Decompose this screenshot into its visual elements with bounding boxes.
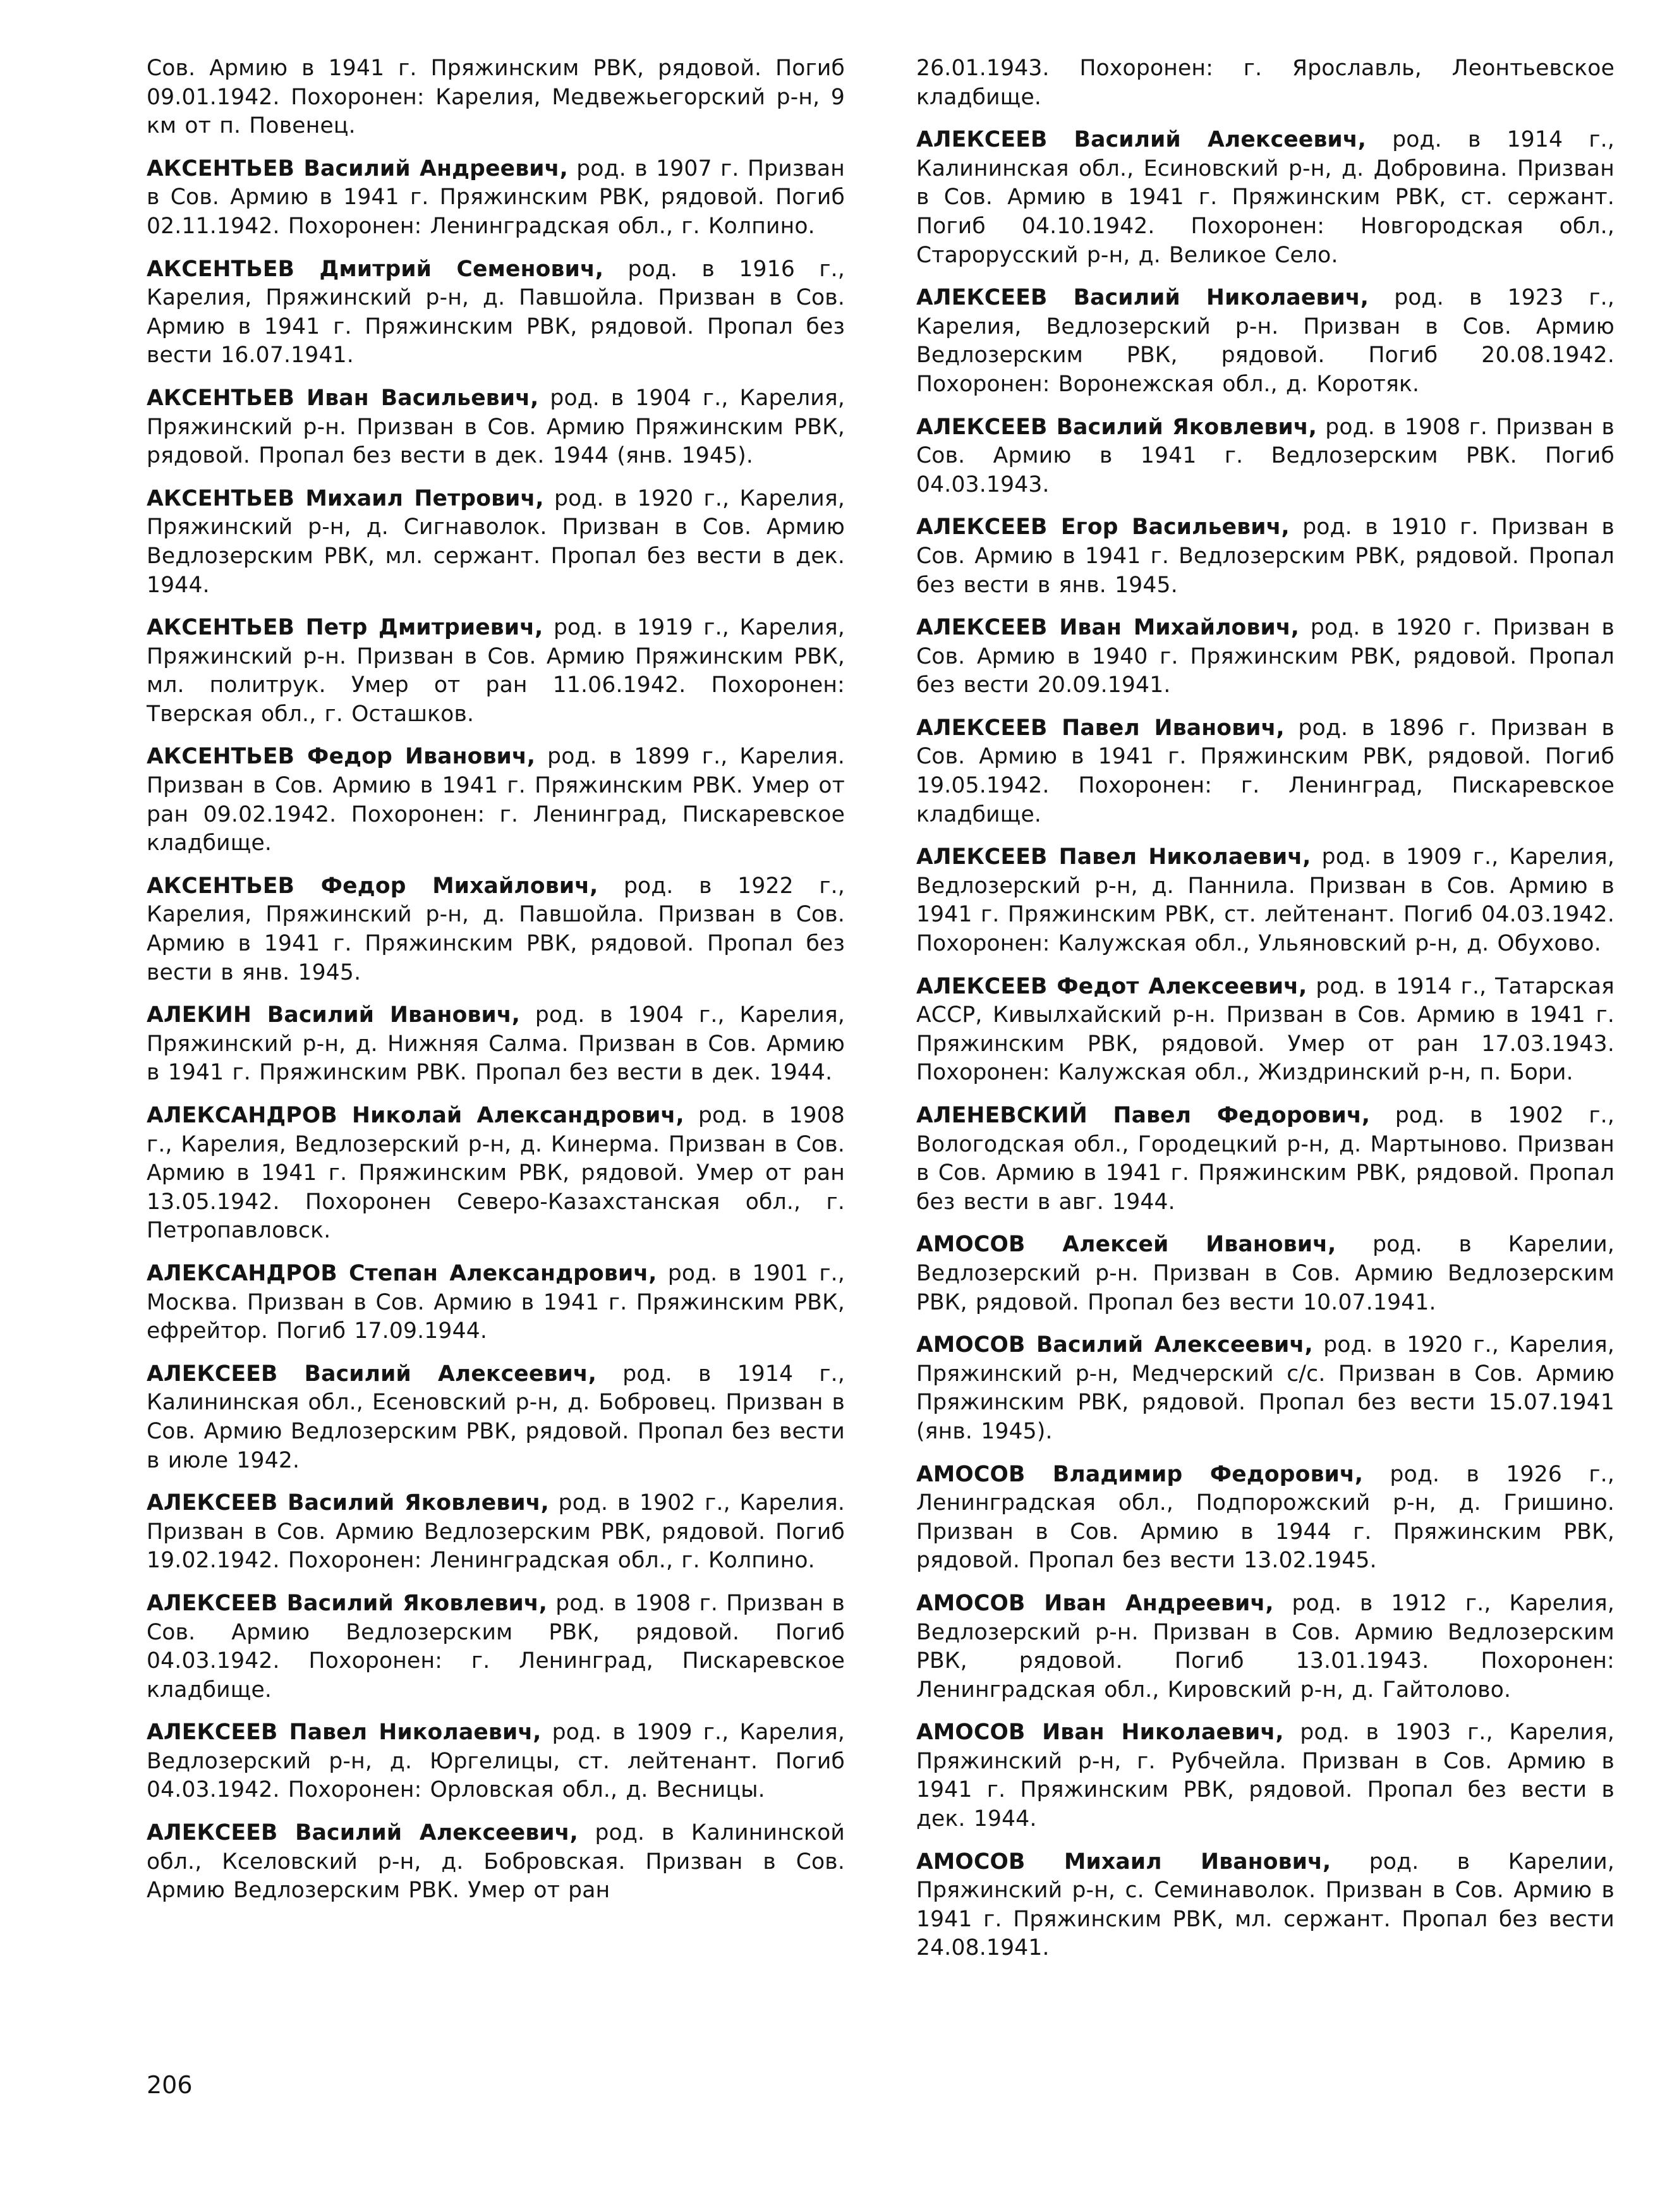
entry-text: род. в 1920 г., Карелия, Пряжинский р-н, Медчерский с/с. Призван в Сов. Армию Пряжинским РВК, рядовой. Пропал без вести 15.07.1941 (янв. 1945).	[916, 1332, 1615, 1444]
entry	[916, 1231, 1615, 1317]
page-number: 206	[147, 2071, 193, 2099]
entry	[916, 1848, 1615, 1963]
right-column	[916, 54, 1615, 1977]
entry	[147, 384, 845, 471]
entry-text: род. в 1907 г. Призван в Сов. Армию в 1941 г. Пряжинским РВК, рядовой. Погиб 02.11.1942. Похоронен: Ленинградская обл., г. Колпино.	[147, 155, 845, 239]
left-column	[147, 54, 845, 1919]
entry-name: АМОСОВ Василий Алексеевич,	[916, 1332, 1313, 1358]
entry-name: АМОСОВ Алексей Иванович,	[916, 1232, 1336, 1258]
entry-name: АКСЕНТЬЕВ Василий Андреевич,	[147, 155, 568, 181]
entry-text: род. в 1909 г., Карелия, Ведлозерский р-н, д. Паннила. Призван в Сов. Армию в 1941 г. Пряжинским РВК, ст. лейтенант. Погиб 04.03.1942. Похоронен: Калужская обл., Ульяновский р-н, д. Обухово.	[916, 844, 1615, 957]
entry	[147, 614, 845, 729]
entry-text: род. в Калининской обл., Кселовский р-н, д. Бобровская. Призван в Сов. Армию Ведлозерским РВК. Умер от ран	[147, 1820, 845, 1904]
entry-text: род. в 1914 г., Татарская АССР, Кивылхайский р-н. Призван в Сов. Армию в 1941 г. Пряжинским РВК, рядовой. Умер от ран 17.03.1943. Похоронен: Калужская обл., Жиздринский р-н, п. Бори.	[916, 973, 1615, 1086]
entry-text: род. в 1904 г., Карелия, Пряжинский р-н, д. Нижняя Салма. Призван в Сов. Армию в 1941 г. Пряжинским РВК. Пропал без вести в дек. 1944.	[147, 1002, 845, 1086]
entry-name: АЛЕКСАНДРОВ Степан Александрович,	[147, 1260, 657, 1286]
entry-text: род. в 1914 г., Калининская обл., Есеновский р-н, д. Бобровец. Призван в Сов. Армию Ведлозерским РВК, рядовой. Пропал без вести в июле 1942.	[147, 1361, 845, 1473]
entry-text: род. в 1919 г., Карелия, Пряжинский р-н. Призван в Сов. Армию Пряжинским РВК, мл. политрук. Умер от ран 11.06.1942. Похоронен: Тверская обл., г. Осташков.	[147, 615, 845, 727]
entry-text: род. в 1914 г., Калининская обл., Есиновский р-н, д. Добровина. Призван в Сов. Армию в 1941 г. Пряжинским РВК, ст. сержант. Погиб 04.10.1942. Похоронен: Новгородская обл., Старорусский р-н, д. Великое Село.	[916, 127, 1615, 268]
entry-name: АКСЕНТЬЕВ Федор Михайлович,	[147, 873, 598, 899]
entry	[916, 843, 1615, 958]
entry-name: АКСЕНТЬЕВ Федор Иванович,	[147, 744, 536, 770]
entry-name: АМОСОВ Михаил Иванович,	[916, 1849, 1331, 1875]
entry-text: род. в 1922 г., Карелия, Пряжинский р-н, д. Павшойла. Призван в Сов. Армию в 1941 г. Пряжинским РВК, рядовой. Пропал без вести в янв. 1945.	[147, 873, 845, 985]
entry-name: АЛЕКСЕЕВ Василий Яковлевич,	[916, 414, 1318, 440]
entry-name: АКСЕНТЬЕВ Петр Дмитриевич,	[147, 615, 543, 641]
entry	[916, 513, 1615, 600]
entry-text: род. в 1903 г., Карелия, Пряжинский р-н, г. Рубчейла. Призван в Сов. Армию в 1941 г. Пряжинским РВК, рядовой. Пропал без вести в дек. 1944.	[916, 1720, 1615, 1832]
entry-text: род. в 1920 г., Карелия, Пряжинский р-н, д. Сигнаволок. Призван в Сов. Армию Ведлозерским РВК, мл. сержант. Пропал без вести в дек. 1944.	[147, 485, 845, 598]
entry-name: АЛЕКСЕЕВ Павел Николаевич,	[916, 844, 1311, 870]
entry-text: род. в 1926 г., Ленинградская обл., Подпорожский р-н, д. Гришино. Призван в Сов. Армию в 1944 г. Пряжинским РВК, рядовой. Пропал без вести 13.02.1945.	[916, 1461, 1615, 1574]
entry-name: АЛЕКСЕЕВ Василий Яковлевич,	[147, 1490, 549, 1516]
entry	[147, 872, 845, 987]
entry	[147, 1360, 845, 1475]
entry-text: род. в 1912 г., Карелия, Ведлозерский р-н. Призван в Сов. Армию Ведлозерским РВК, рядовой. Погиб 13.01.1943. Похоронен: Ленинградская обл., Кировский р-н, д. Гайтолово.	[916, 1590, 1615, 1703]
entry	[916, 126, 1615, 270]
entry	[147, 1819, 845, 1905]
entry-name: АМОСОВ Иван Андреевич,	[916, 1590, 1274, 1616]
entry-text: род. в 1923 г., Карелия, Ведлозерский р-н. Призван в Сов. Армию Ведлозерским РВК, рядовой. Погиб 20.08.1942. Похоронен: Воронежская обл., д. Коротяк.	[916, 285, 1615, 397]
entry-text: род. в 1896 г. Призван в Сов. Армию в 1941 г. Пряжинским РВК, рядовой. Погиб 19.05.1942. Похоронен: г. Ленинград, Пискаревское кладбище.	[916, 715, 1615, 827]
entry-text: род. в 1909 г., Карелия, Ведлозерский р-н, д. Юргелицы, ст. лейтенант. Погиб 04.03.1942. Похоронен: Орловская обл., д. Весницы.	[147, 1720, 845, 1803]
entry	[916, 284, 1615, 399]
entry-name: АКСЕНТЬЕВ Дмитрий Семенович,	[147, 256, 604, 282]
entry-text: 26.01.1943. Похоронен: г. Ярославль, Леонтьевское кладбище.	[916, 56, 1615, 110]
entry-text: род. в Карелии, Ведлозерский р-н. Призван в Сов. Армию Ведлозерским РВК, рядовой. Пропал без вести 10.07.1941.	[916, 1232, 1615, 1315]
entry	[916, 1331, 1615, 1446]
entry-name: АЛЕКСЕЕВ Василий Алексеевич,	[147, 1361, 597, 1387]
entry-name: АКСЕНТЬЕВ Михаил Петрович,	[147, 485, 544, 511]
entry-name: АЛЕКСАНДРОВ Николай Александрович,	[147, 1103, 684, 1128]
entry-name: АЛЕКСЕЕВ Василий Яковлевич,	[147, 1590, 548, 1616]
entry-text: род. в 1904 г., Карелия, Пряжинский р-н. Призван в Сов. Армию Пряжинским РВК, рядовой. Пропал без вести в дек. 1944 (янв. 1945).	[147, 385, 845, 469]
entry-name: АЛЕКСЕЕВ Павел Иванович,	[916, 715, 1285, 741]
entry-text: род. в 1908 г. Призван в Сов. Армию в 1941 г. Ведлозерским РВК. Погиб 04.03.1943.	[916, 414, 1615, 497]
entry	[916, 614, 1615, 700]
entry	[916, 1718, 1615, 1833]
entry	[147, 255, 845, 370]
entry	[916, 1589, 1615, 1705]
entry-text: род. в 1902 г., Вологодская обл., Городецкий р-н, д. Мартыново. Призван в Сов. Армию в 1941 г. Пряжинским РВК, рядовой. Пропал без вести в авг. 1944.	[916, 1103, 1615, 1215]
entry	[916, 1461, 1615, 1576]
entry	[916, 54, 1615, 112]
entry-text: род. в 1908 г., Карелия, Ведлозерский р-н, д. Кинерма. Призван в Сов. Армию в 1941 г. Пряжинским РВК, рядовой. Умер от ран 13.05.1942. Похоронен Северо-Казахстанская обл., г. Петропавловск.	[147, 1103, 845, 1244]
entry	[147, 54, 845, 141]
entry	[147, 155, 845, 241]
entry-text: род. в 1908 г. Призван в Сов. Армию Ведлозерским РВК, рядовой. Погиб 04.03.1942. Похоронен: г. Ленинград, Пискаревское кладбище.	[147, 1590, 845, 1703]
entry-text: род. в Карелии, Пряжинский р-н, с. Семинаволок. Призван в Сов. Армию в 1941 г. Пряжинским РВК, мл. сержант. Пропал без вести 24.08.1941.	[916, 1849, 1615, 1961]
entry	[147, 1718, 845, 1805]
entry	[916, 413, 1615, 500]
entry-text: род. в 1910 г. Призван в Сов. Армию в 1941 г. Ведлозерским РВК, рядовой. Пропал без вести в янв. 1945.	[916, 514, 1615, 598]
entry-name: АЛЕНЕВСКИЙ Павел Федорович,	[916, 1103, 1371, 1128]
entry	[147, 1102, 845, 1246]
entry	[147, 743, 845, 858]
entry-text: род. в 1920 г. Призван в Сов. Армию в 1940 г. Пряжинским РВК, рядовой. Пропал без вести 20.09.1941.	[916, 615, 1615, 698]
entry-name: АЛЕКСЕЕВ Василий Николаевич,	[916, 285, 1369, 311]
entry	[916, 973, 1615, 1088]
entry-name: АМОСОВ Иван Николаевич,	[916, 1720, 1284, 1746]
entry-name: АЛЕКСЕЕВ Егор Васильевич,	[916, 514, 1290, 540]
entry-name: АЛЕКСЕЕВ Василий Алексеевич,	[147, 1820, 578, 1846]
entry-name: АЛЕКИН Василий Иванович,	[147, 1002, 521, 1028]
entry	[147, 1260, 845, 1346]
entry-name: АЛЕКСЕЕВ Василий Алексеевич,	[916, 127, 1367, 153]
entry	[147, 1489, 845, 1576]
entry	[147, 485, 845, 600]
entry	[916, 1102, 1615, 1217]
entry	[916, 714, 1615, 829]
entry-name: АКСЕНТЬЕВ Иван Васильевич,	[147, 385, 539, 411]
entry-text: род. в 1901 г., Москва. Призван в Сов. Армию в 1941 г. Пряжинским РВК, ефрейтор. Погиб 17.09.1944.	[147, 1260, 845, 1344]
entry-name: АЛЕКСЕЕВ Федот Алексеевич,	[916, 973, 1307, 999]
entry-name: АМОСОВ Владимир Федорович,	[916, 1461, 1364, 1487]
entry-text: Сов. Армию в 1941 г. Пряжинским РВК, рядовой. Погиб 09.01.1942. Похоронен: Карелия, Медвежьегорский р-н, 9 км от п. Повенец.	[147, 56, 845, 139]
entry	[147, 1001, 845, 1088]
entry-name: АЛЕКСЕЕВ Иван Михайлович,	[916, 615, 1300, 641]
entry	[147, 1589, 845, 1705]
entry-name: АЛЕКСЕЕВ Павел Николаевич,	[147, 1720, 542, 1746]
entry-text: род. в 1916 г., Карелия, Пряжинский р-н, д. Павшойла. Призван в Сов. Армию в 1941 г. Пряжинским РВК, рядовой. Пропал без вести 16.07.1941.	[147, 256, 845, 368]
entry-text: род. в 1899 г., Карелия. Призван в Сов. Армию в 1941 г. Пряжинским РВК. Умер от ран 09.02.1942. Похоронен: г. Ленинград, Пискаревское кладбище.	[147, 744, 845, 856]
entry-text: род. в 1902 г., Карелия. Призван в Сов. Армию Ведлозерским РВК, рядовой. Погиб 19.02.1942. Похоронен: Ленинградская обл., г. Колпино.	[147, 1490, 845, 1574]
